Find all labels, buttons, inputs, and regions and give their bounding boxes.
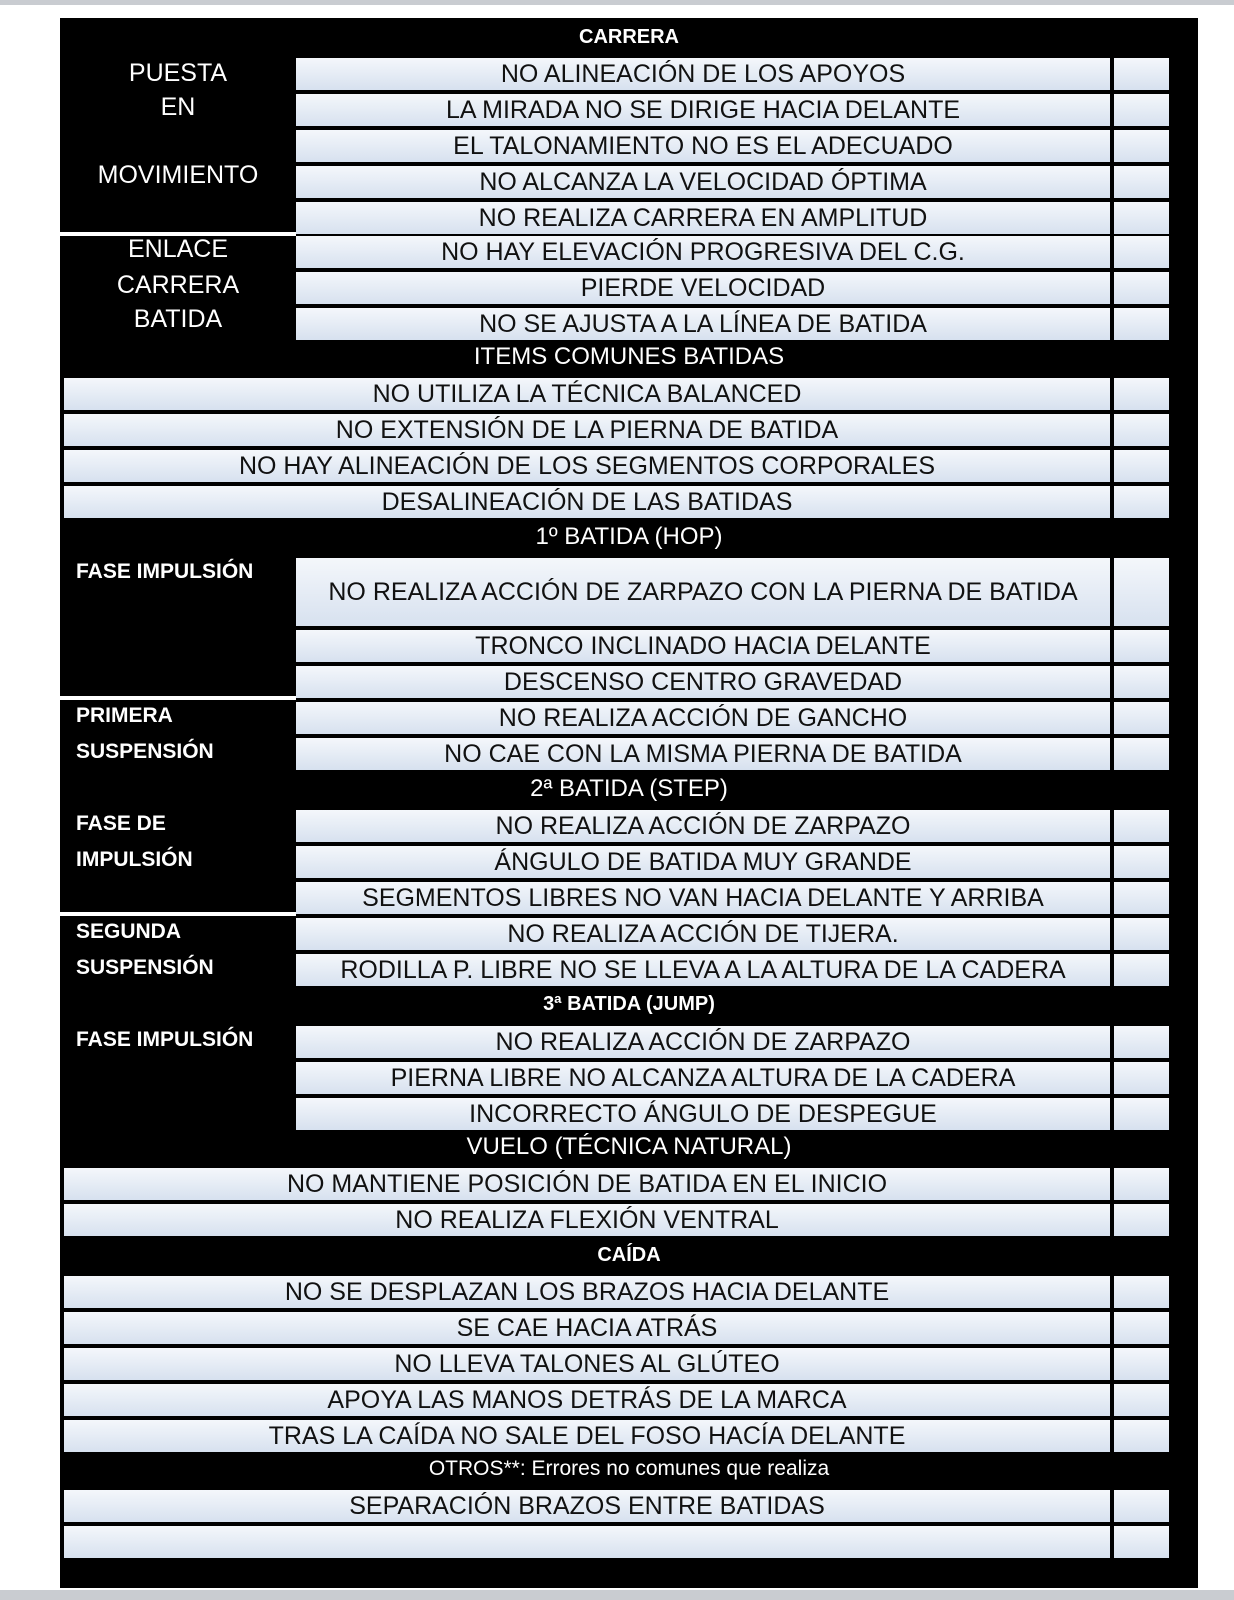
item-tecnica-balanced: NO UTILIZA LA TÉCNICA BALANCED	[64, 378, 1110, 410]
item-rodilla-libre: RODILLA P. LIBRE NO SE LLEVA A LA ALTURA DE LA CADERA	[296, 954, 1110, 986]
triple-jump-error-checklist	[60, 18, 1198, 1588]
check-cell[interactable]	[1114, 272, 1169, 304]
label-suspension-1: SUSPENSIÓN	[76, 740, 214, 763]
item-desalineacion-batidas: DESALINEACIÓN DE LAS BATIDAS	[64, 486, 1110, 518]
item-carrera-amplitud: NO REALIZA CARRERA EN AMPLITUD	[296, 202, 1110, 234]
section-header-jump: 3ª BATIDA (JUMP)	[543, 993, 715, 1015]
label-batida: BATIDA	[133, 305, 223, 333]
check-cell[interactable]	[1114, 810, 1169, 842]
label-movimiento: MOVIMIENTO	[97, 161, 259, 189]
item-alineacion-segmentos: NO HAY ALINEACIÓN DE LOS SEGMENTOS CORPORALES	[64, 450, 1110, 482]
section-header-caida: CAÍDA	[597, 1244, 661, 1266]
check-cell[interactable]	[1114, 130, 1169, 162]
check-cell[interactable]	[1114, 414, 1169, 446]
label-impulsion-step: IMPULSIÓN	[76, 848, 193, 871]
check-cell[interactable]	[1114, 1098, 1169, 1130]
item-blank-row[interactable]	[64, 1526, 1110, 1558]
item-salida-foso: TRAS LA CAÍDA NO SALE DEL FOSO HACÍA DELANTE	[64, 1420, 1110, 1452]
item-talonamiento: EL TALONAMIENTO NO ES EL ADECUADO	[296, 130, 1110, 162]
section-header-otros: OTROS**: Errores no comunes que realiza	[428, 1457, 830, 1480]
check-cell[interactable]	[1114, 738, 1169, 770]
check-cell[interactable]	[1114, 1420, 1169, 1452]
item-accion-tijera: NO REALIZA ACCIÓN DE TIJERA.	[296, 918, 1110, 950]
item-posicion-batida-inicio: NO MANTIENE POSICIÓN DE BATIDA EN EL INICIO	[64, 1168, 1110, 1200]
item-separacion-brazos: SEPARACIÓN BRAZOS ENTRE BATIDAS	[64, 1490, 1110, 1522]
window-bottom-edge	[0, 1590, 1234, 1600]
check-cell[interactable]	[1114, 1276, 1169, 1308]
check-cell[interactable]	[1114, 94, 1169, 126]
label-en: EN	[160, 93, 196, 121]
item-manos-detras: APOYA LAS MANOS DETRÁS DE LA MARCA	[64, 1384, 1110, 1416]
label-fase-impulsion-jump: FASE IMPULSIÓN	[76, 1028, 254, 1051]
item-pierna-libre-altura: PIERNA LIBRE NO ALCANZA ALTURA DE LA CADERA	[296, 1062, 1110, 1094]
check-cell[interactable]	[1114, 1026, 1169, 1058]
check-cell[interactable]	[1114, 1168, 1169, 1200]
check-cell[interactable]	[1114, 702, 1169, 734]
section-header-hop: 1º BATIDA (HOP)	[535, 523, 723, 550]
check-cell[interactable]	[1114, 558, 1169, 626]
item-accion-gancho: NO REALIZA ACCIÓN DE GANCHO	[296, 702, 1110, 734]
check-cell[interactable]	[1114, 954, 1169, 986]
label-carrera: CARRERA	[116, 271, 240, 299]
item-tronco-inclinado: TRONCO INCLINADO HACIA DELANTE	[296, 630, 1110, 662]
label-puesta: PUESTA	[128, 59, 228, 87]
label-segunda: SEGUNDA	[76, 920, 182, 943]
item-angulo-batida: ÁNGULO DE BATIDA MUY GRANDE	[296, 846, 1110, 878]
check-cell[interactable]	[1114, 308, 1169, 340]
item-talones-gluteo: NO LLEVA TALONES AL GLÚTEO	[64, 1348, 1110, 1380]
check-cell[interactable]	[1114, 1348, 1169, 1380]
item-misma-pierna: NO CAE CON LA MISMA PIERNA DE BATIDA	[296, 738, 1110, 770]
check-cell[interactable]	[1114, 202, 1169, 234]
item-mirada: LA MIRADA NO SE DIRIGE HACIA DELANTE	[296, 94, 1110, 126]
item-segmentos-libres: SEGMENTOS LIBRES NO VAN HACIA DELANTE Y ARRIBA	[296, 882, 1110, 914]
check-cell[interactable]	[1114, 450, 1169, 482]
item-pierde-velocidad: PIERDE VELOCIDAD	[296, 272, 1110, 304]
section-header-carrera: CARRERA	[579, 26, 679, 48]
check-cell[interactable]	[1114, 486, 1169, 518]
check-cell[interactable]	[1114, 58, 1169, 90]
item-descenso-cg: DESCENSO CENTRO GRAVEDAD	[296, 666, 1110, 698]
label-fase-impulsion-hop: FASE IMPULSIÓN	[76, 560, 254, 583]
section-header-items-comunes: ITEMS COMUNES BATIDAS	[473, 343, 785, 370]
check-cell[interactable]	[1114, 666, 1169, 698]
item-zarpazo-pierna-batida: NO REALIZA ACCIÓN DE ZARPAZO CON LA PIERNA DE BATIDA	[296, 558, 1110, 626]
check-cell[interactable]	[1114, 378, 1169, 410]
item-angulo-despegue: INCORRECTO ÁNGULO DE DESPEGUE	[296, 1098, 1110, 1130]
item-extension-pierna: NO EXTENSIÓN DE LA PIERNA DE BATIDA	[64, 414, 1110, 446]
item-cae-atras: SE CAE HACIA ATRÁS	[64, 1312, 1110, 1344]
label-enlace: ENLACE	[127, 235, 229, 263]
check-cell[interactable]	[1114, 1204, 1169, 1236]
check-cell[interactable]	[1114, 918, 1169, 950]
check-cell[interactable]	[1114, 166, 1169, 198]
check-cell[interactable]	[1114, 1312, 1169, 1344]
section-header-step: 2ª BATIDA (STEP)	[530, 775, 728, 802]
item-linea-batida: NO SE AJUSTA A LA LÍNEA DE BATIDA	[296, 308, 1110, 340]
item-brazos-delante: NO SE DESPLAZAN LOS BRAZOS HACIA DELANTE	[64, 1276, 1110, 1308]
item-no-alineacion-apoyos: NO ALINEACIÓN DE LOS APOYOS	[296, 58, 1110, 90]
label-fase-de: FASE DE	[76, 812, 166, 835]
label-suspension-2: SUSPENSIÓN	[76, 956, 214, 979]
check-cell[interactable]	[1114, 236, 1169, 268]
item-zarpazo-step: NO REALIZA ACCIÓN DE ZARPAZO	[296, 810, 1110, 842]
label-primera: PRIMERA	[76, 704, 173, 727]
item-velocidad-optima: NO ALCANZA LA VELOCIDAD ÓPTIMA	[296, 166, 1110, 198]
check-cell[interactable]	[1114, 1490, 1169, 1522]
check-cell[interactable]	[1114, 1526, 1169, 1558]
check-cell[interactable]	[1114, 882, 1169, 914]
item-flexion-ventral: NO REALIZA FLEXIÓN VENTRAL	[64, 1204, 1110, 1236]
check-cell[interactable]	[1114, 630, 1169, 662]
item-elevacion-cg: NO HAY ELEVACIÓN PROGRESIVA DEL C.G.	[296, 236, 1110, 268]
check-cell[interactable]	[1114, 1384, 1169, 1416]
check-cell[interactable]	[1114, 846, 1169, 878]
item-zarpazo-jump: NO REALIZA ACCIÓN DE ZARPAZO	[296, 1026, 1110, 1058]
check-cell[interactable]	[1114, 1062, 1169, 1094]
window-top-edge	[0, 0, 1234, 5]
section-header-vuelo: VUELO (TÉCNICA NATURAL)	[466, 1133, 792, 1160]
